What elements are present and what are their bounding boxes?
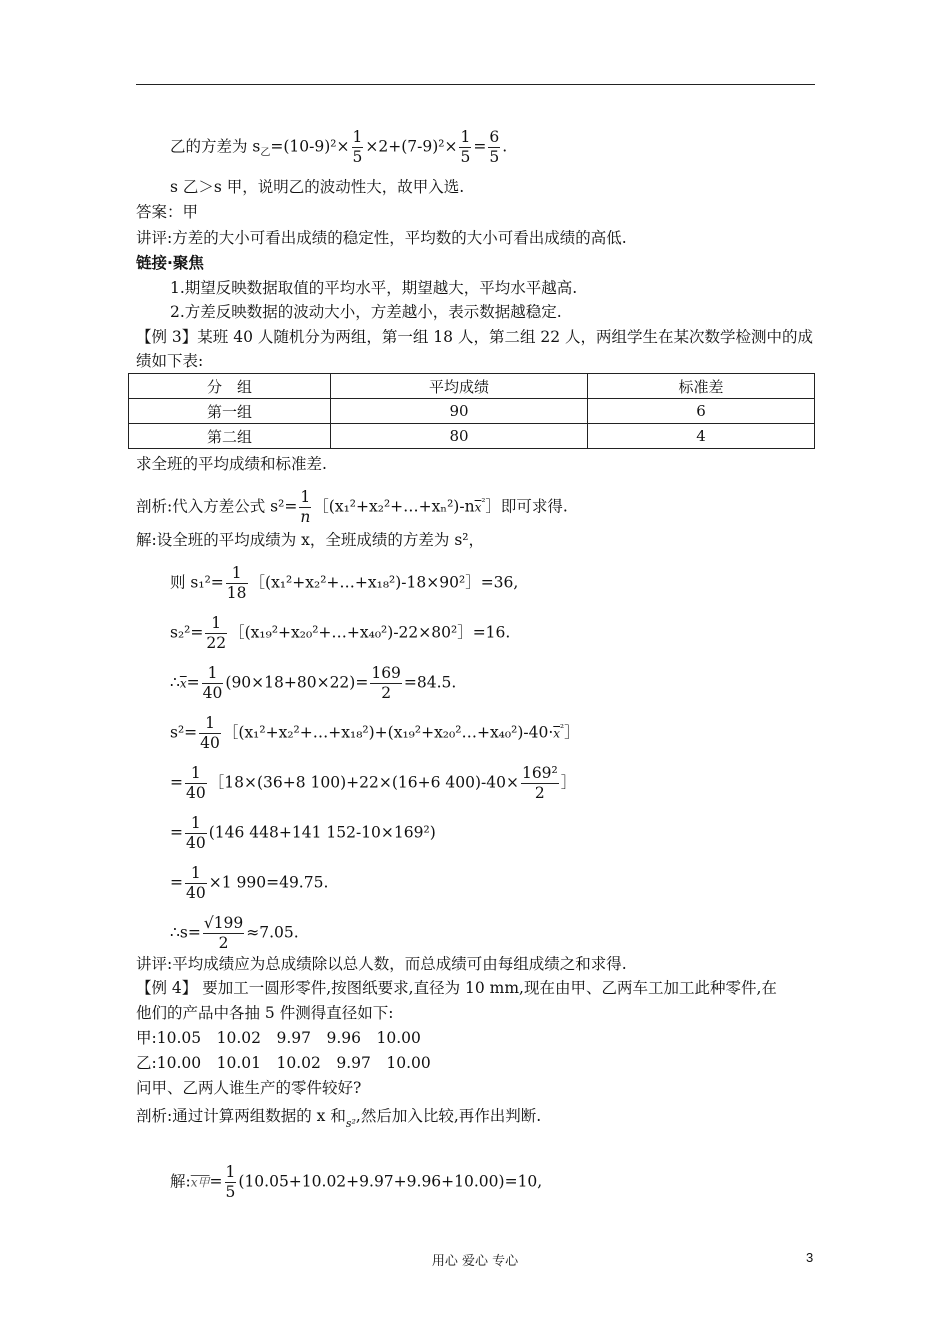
x-bar-jia: x甲 (190, 1175, 210, 1190)
example3-line1: 【例 3】某班 40 人随机分为两组，第一组 18 人，第二组 22 人，两组学生在某次数学检测中的成 (136, 328, 814, 346)
table-header-cell: 标准差 (588, 374, 815, 399)
point-1: 1.期望反映数据取值的平均水平，期望越大，平均水平越高. (170, 279, 578, 297)
fraction: $\frac{√199}{2}$ (203, 914, 244, 952)
table-cell: 6 (588, 399, 815, 424)
fraction: $\frac{1}{40}$ (200, 714, 220, 752)
text: ×2+(7-9)²× (365, 137, 458, 156)
fraction: $\frac{1}{40}$ (186, 864, 206, 902)
example4-line1: 【例 4】 要加工一圆形零件,按图纸要求,直径为 10 mm,现在由甲、乙两车工加工此种零件,在 (136, 979, 777, 997)
fraction: $\frac{169}{2}$ (371, 664, 401, 702)
fraction: $\frac{1}{40}$ (186, 814, 206, 852)
analysis4-line: 剖析:通过计算两组数据的 x 和$_{s^2}$,然后加入比较,再作出判断. (136, 1107, 542, 1130)
point-2: 2.方差反映数据的波动大小，方差越小，表示数据越稳定. (170, 303, 562, 321)
table-header-row (129, 374, 815, 399)
x-bar: $\overline{x}$ (474, 500, 482, 515)
fraction: $\frac{1}{40}$ (202, 664, 223, 702)
eq-s: s²= $\frac{1}{40}$ $[(x_1^2+x_2^2+\dots+x_{18}^2)+(x_{19}^2+x_{20}^2\dots+x_{40}^2)-40\cdot\overline{x}^{^2}]$ (170, 714, 580, 752)
table-cell: 90 (331, 399, 588, 424)
fraction: $\frac{1}{5}$ (352, 128, 363, 166)
fraction: $\frac{1}{40}$ (186, 764, 206, 802)
solve4-line: 解:x甲= $\frac{1}{5}$ (10.05+10.02+9.97+9.96+10.00)=10, (170, 1163, 543, 1201)
header-rule (136, 84, 815, 85)
eq-mean: $\therefore\overline{x}=$ $\frac{1}{40}$ (90×18+80×22)= $\frac{169}{2}$ =84.5. (170, 664, 457, 702)
eq-step2: = $\frac{1}{40}$ (146 448+141 152-10×169²) (170, 814, 436, 852)
comment-line: 讲评:方差的大小可看出成绩的稳定性，平均数的大小可看出成绩的高低. (136, 229, 627, 247)
ask-line: 求全班的平均成绩和标准差. (136, 455, 327, 473)
fraction: $\frac{1}{18}$ (226, 564, 247, 602)
page-number: 3 (806, 1250, 814, 1265)
fraction: $\frac{1}{22}$ (206, 614, 227, 652)
table-header-cell: 分 组 (129, 374, 331, 399)
eq-s1: 则 s₁²= $\frac{1}{18}$ ［(x₁²+x₂²+…+x₁₈²)-18×90²］=36, (170, 564, 519, 602)
comment2-line: 讲评:平均成绩应为总成绩除以总人数，而总成绩可由每组成绩之和求得. (136, 955, 627, 973)
table-cell: 第一组 (129, 399, 331, 424)
x-bar: $\overline{x}$ (553, 726, 561, 741)
question4: 问甲、乙两人谁生产的零件较好? (136, 1079, 362, 1097)
answer-line: 答案：甲 (136, 203, 199, 221)
eq-sd: ∴s= $\frac{√199}{2}$ ≈7.05. (170, 914, 299, 952)
text: 乙的方差为 s (170, 137, 261, 156)
table-cell: 80 (331, 424, 588, 449)
text: =(10-9)²× (270, 137, 350, 156)
eq-step3: = $\frac{1}{40}$ ×1 990=49.75. (170, 864, 329, 902)
table-cell: 4 (588, 424, 815, 449)
fraction: $\frac{1}{5}$ (460, 128, 471, 166)
section-heading: 链接·聚焦 (136, 254, 204, 272)
example4-line2: 他们的产品中各抽 5 件测得直径如下: (136, 1004, 394, 1022)
fraction: $\frac{1}{n}$ (300, 488, 311, 526)
table-header-cell: 平均成绩 (331, 374, 588, 399)
fraction: $\frac{1}{5}$ (225, 1163, 236, 1201)
eq-step1: = $\frac{1}{40}$ ［18×(36+8 100)+22×(16+6 400)-40× $\frac{\text{169²}}{2}$ ］ (170, 764, 577, 802)
data-jia: 甲:10.05 10.02 9.97 9.96 10.00 (136, 1029, 421, 1047)
eq-s2: s₂²= $\frac{1}{22}$ ［(x₁₉²+x₂₀²+…+x₄₀²)-22×80²］=16. (170, 614, 511, 652)
solve3-intro: 解:设全班的平均成绩为 x，全班成绩的方差为 s²， (136, 531, 484, 549)
variance-yi-line: 乙的方差为 $s_乙=(10-9)^2\times$ $\frac{1}{5}$ ×2+(7-9)²× $\frac{1}{5}$ = $\frac{6}{5}$ . (170, 128, 508, 166)
analysis3-line: 剖析:代入方差公式 s²= $\frac{1}{n}$ $[(x_1^2+x_2^2+\dots+x_n^2)-n\overline{x}^{^2}]$即可求得. (136, 488, 568, 526)
example3-line2: 绩如下表: (136, 352, 204, 370)
data-yi: 乙:10.00 10.01 10.02 9.97 10.00 (136, 1054, 431, 1072)
compare-line: s 乙＞s 甲，说明乙的波动性大，故甲入选. (170, 178, 465, 196)
table-row (129, 424, 815, 449)
fraction: $\frac{\text{169²}}{2}$ (521, 764, 558, 802)
page-footer: 用心 爱心 专心 (431, 1254, 519, 1269)
table-cell: 第二组 (129, 424, 331, 449)
x-bar: $\overline{x}$ (179, 676, 187, 691)
s-squared: s² (345, 1117, 356, 1130)
scores-table (128, 373, 815, 449)
fraction: $\frac{6}{5}$ (489, 128, 500, 166)
subscript: 乙 (260, 147, 271, 159)
table-row (129, 399, 815, 424)
